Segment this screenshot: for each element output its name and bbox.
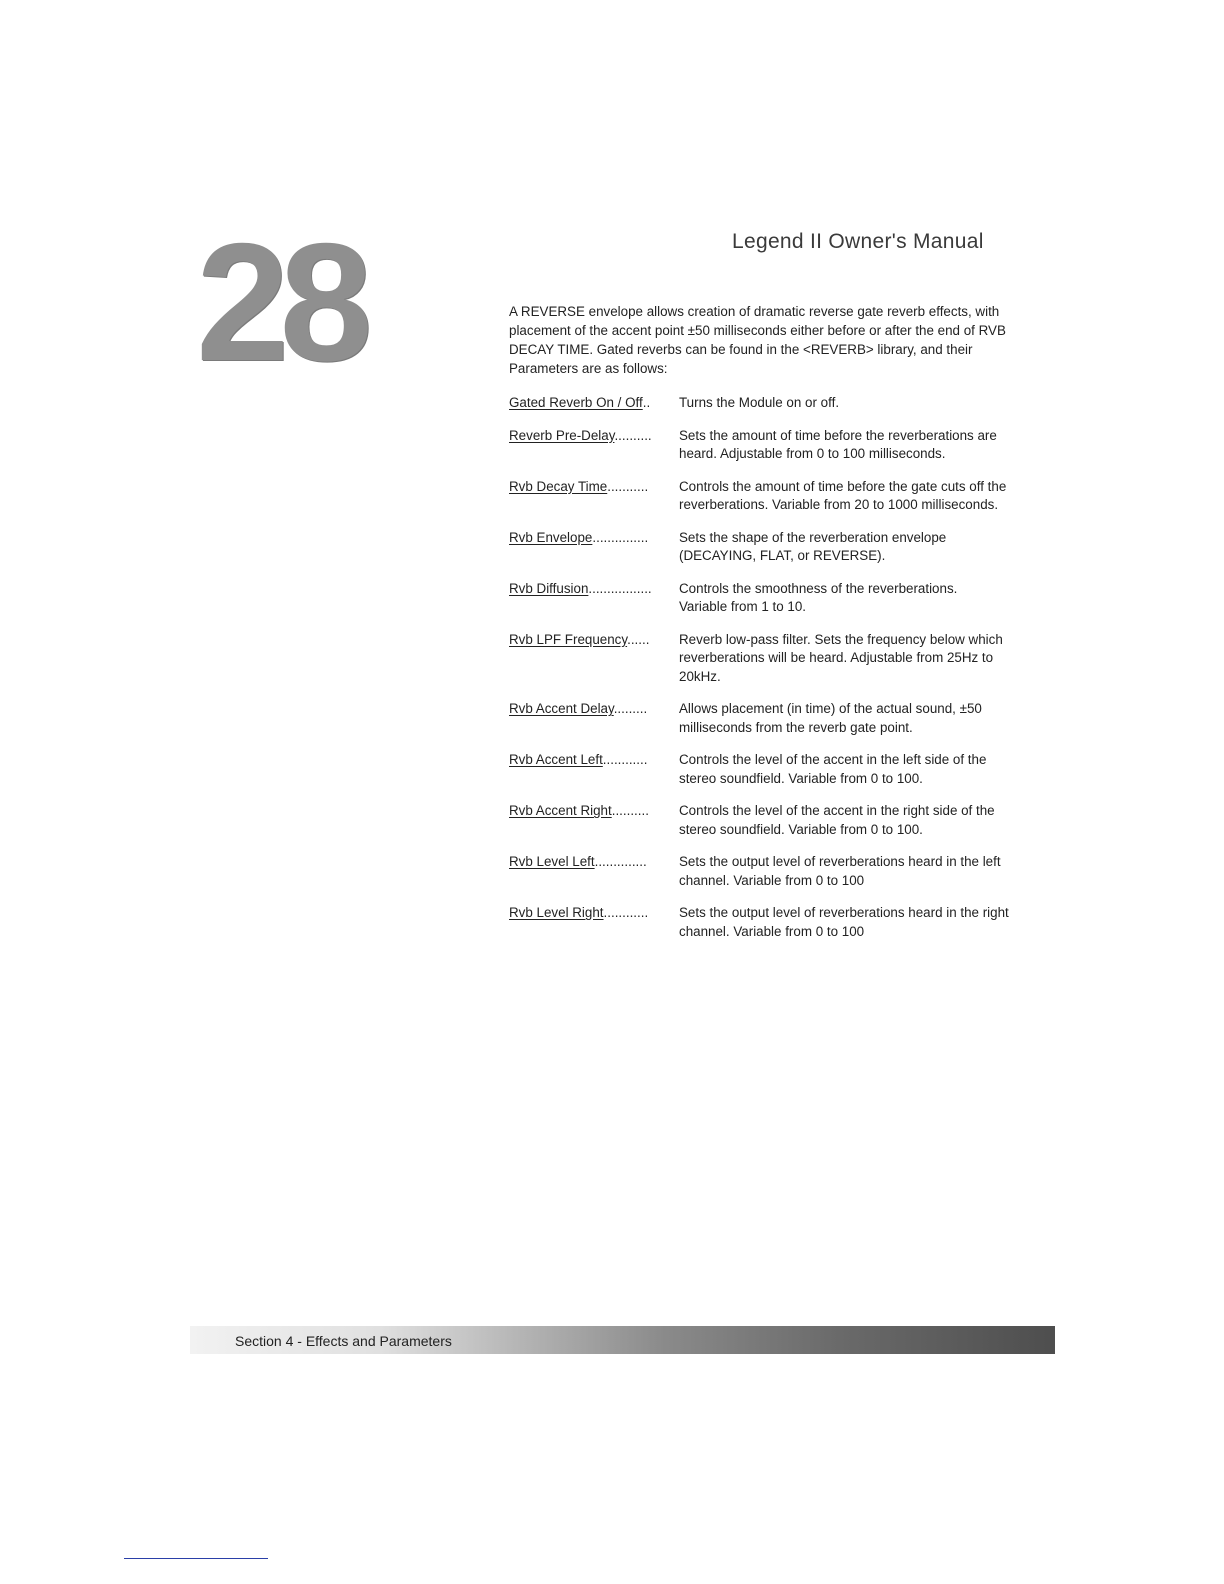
- parameter-row: [509, 478, 1019, 515]
- footnote-rule: [124, 1558, 268, 1559]
- parameter-description: Controls the level of the accent in the left side of the stereo soundfield. Variable from 0 to 100.: [679, 752, 987, 786]
- parameter-name: [509, 580, 679, 599]
- parameter-name: [509, 631, 679, 650]
- parameter-name-text: Rvb LPF Frequency: [509, 631, 628, 647]
- parameter-name: [509, 427, 679, 446]
- dot-leader: ......: [627, 631, 650, 647]
- parameter-description: Controls the amount of time before the gate cuts off the reverberations. Variable from 20 to 1000 milliseconds.: [679, 478, 1007, 512]
- parameter-description: Allows placement (in time) of the actual sound, ±50 milliseconds from the reverb gate point.: [679, 701, 982, 735]
- dot-leader: ...........: [607, 478, 649, 494]
- parameter-row: [509, 631, 1019, 687]
- parameter-row: [509, 904, 1019, 941]
- parameter-row: [509, 529, 1019, 566]
- parameter-description: Sets the amount of time before the reverberations are heard. Adjustable from 0 to 100 milliseconds.: [679, 427, 997, 461]
- parameter-description: Sets the output level of reverberations heard in the right channel. Variable from 0 to 100: [679, 905, 1009, 939]
- dot-leader: ...............: [592, 529, 649, 545]
- parameter-description: Turns the Module on or off.: [679, 395, 840, 410]
- parameter-name: [509, 802, 679, 821]
- parameter-row: [509, 853, 1019, 890]
- section-footer-label: Section 4 - Effects and Parameters: [235, 1333, 452, 1349]
- parameter-row: [509, 580, 1019, 617]
- parameter-name-text: Rvb Accent Delay: [509, 701, 614, 716]
- parameter-name: [509, 751, 679, 770]
- dot-leader: .................: [588, 580, 652, 596]
- parameter-name-text: Reverb Pre-Delay: [509, 427, 615, 443]
- parameter-name: [509, 904, 679, 923]
- dot-leader: ..........: [611, 803, 649, 818]
- dot-leader: ..: [642, 395, 651, 410]
- parameter-name-text: Gated Reverb On / Off: [509, 395, 643, 410]
- parameter-row: [509, 394, 1019, 413]
- parameter-name-text: Rvb Diffusion: [509, 580, 589, 596]
- dot-leader: ............: [602, 752, 648, 767]
- parameter-name-text: Rvb Level Left: [509, 854, 595, 869]
- parameter-name-text: Rvb Accent Right: [509, 803, 612, 818]
- parameter-row: [509, 802, 1019, 839]
- parameter-list: [509, 394, 1019, 941]
- dot-leader: .........: [613, 701, 648, 716]
- parameter-name: [509, 529, 679, 548]
- parameter-name: [509, 853, 679, 872]
- parameter-name: [509, 478, 679, 497]
- parameter-description: Controls the level of the accent in the right side of the stereo soundfield. Variable from 0 to 100.: [679, 803, 995, 837]
- parameter-description: Controls the smoothness of the reverberations. Variable from 1 to 10.: [679, 580, 958, 614]
- parameter-name: [509, 394, 679, 413]
- parameter-name-text: Rvb Level Right: [509, 905, 604, 920]
- intro-paragraph: A REVERSE envelope allows creation of dramatic reverse gate reverb effects, with placement of the accent point ±50 milliseconds either before or after the end of RVB DECAY TIME. Gated reverbs can be found in the <REVERB> library, and their Parameters are as follows:: [509, 304, 1006, 376]
- dot-leader: ............: [603, 905, 649, 920]
- parameter-description: Sets the output level of reverberations heard in the left channel. Variable from 0 to 100: [679, 854, 1001, 888]
- page-number: 28: [196, 208, 363, 396]
- parameter-name-text: Rvb Accent Left: [509, 752, 603, 767]
- parameter-row: [509, 751, 1019, 788]
- dot-leader: ..........: [614, 427, 652, 443]
- parameter-row: [509, 427, 1019, 464]
- parameter-description: Reverb low-pass filter. Sets the frequency below which reverberations will be heard. Adjustable from 25Hz to 20kHz.: [679, 631, 1003, 684]
- manual-title: Legend II Owner's Manual: [732, 230, 984, 253]
- parameter-row: [509, 700, 1019, 737]
- parameter-description: Sets the shape of the reverberation envelope (DECAYING, FLAT, or REVERSE).: [679, 529, 947, 563]
- parameter-name-text: Rvb Decay Time: [509, 478, 608, 494]
- dot-leader: ..............: [594, 854, 647, 869]
- parameter-name: [509, 700, 679, 719]
- parameter-name-text: Rvb Envelope: [509, 529, 593, 545]
